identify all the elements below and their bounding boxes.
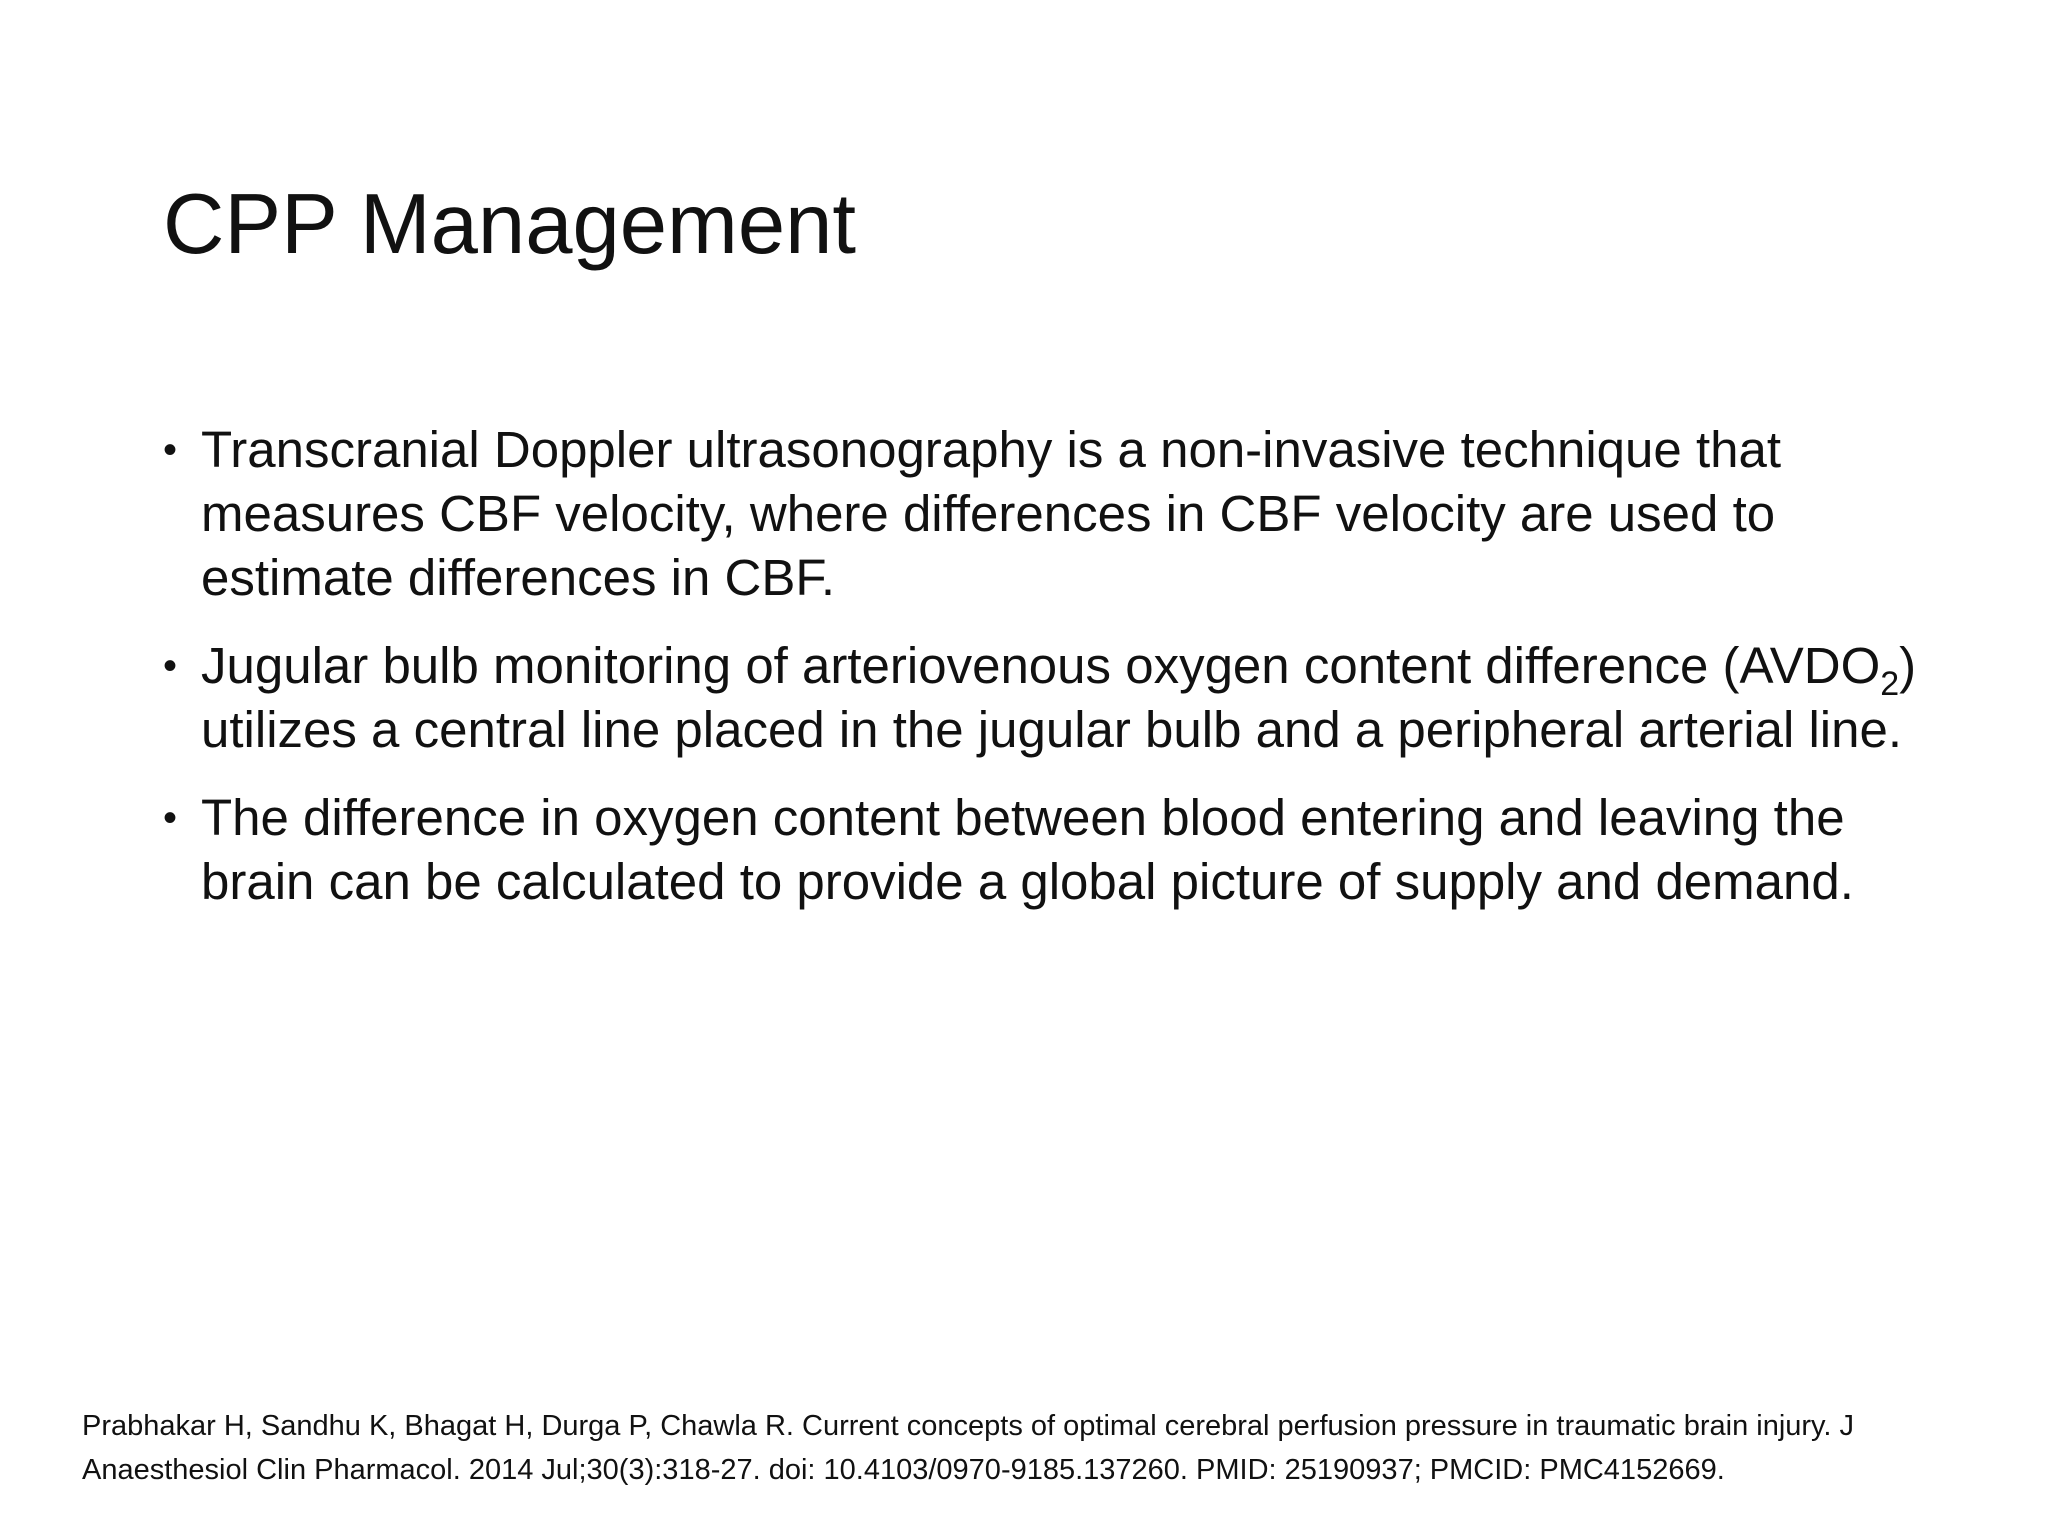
bullet-text-before: Jugular bulb monitoring of arteriovenous oxygen content difference (AVDO — [201, 637, 1881, 694]
bullet-item-transcranial-doppler — [163, 418, 1923, 610]
citation: Prabhakar H, Sandhu K, Bhagat H, Durga P, Chawla R. Current concepts of optimal cerebral perfusion pressure in traumatic brain injury. J Anaesthesiol Clin Pharmacol. 2014 Jul;30(3):318-27. doi: 10.4103/0970-9185.137260. PMID: 25190937; PMCID: PMC4152669. — [82, 1410, 1855, 1486]
bullet-text-after: ) utilizes a central line placed in the jugular bulb and a peripheral arterial line. — [201, 637, 1917, 758]
bullet-icon: • — [163, 796, 178, 840]
bullet-list — [163, 418, 1923, 938]
slide-title: CPP Management — [163, 177, 856, 272]
bullet-text: Transcranial Doppler ultrasonography is a non-invasive technique that measures CBF velocity, where differences in CBF velocity are used to estimate differences in CBF. — [201, 421, 1782, 606]
bullet-text: The difference in oxygen content between blood entering and leaving the brain can be calculated to provide a global picture of supply and demand. — [201, 789, 1854, 910]
bullet-item-oxygen-difference — [163, 786, 1923, 914]
bullet-icon: • — [163, 428, 178, 472]
bullet-icon: • — [163, 644, 178, 688]
subscript: 2 — [1880, 665, 1900, 703]
bullet-item-jugular-bulb — [163, 634, 1923, 762]
